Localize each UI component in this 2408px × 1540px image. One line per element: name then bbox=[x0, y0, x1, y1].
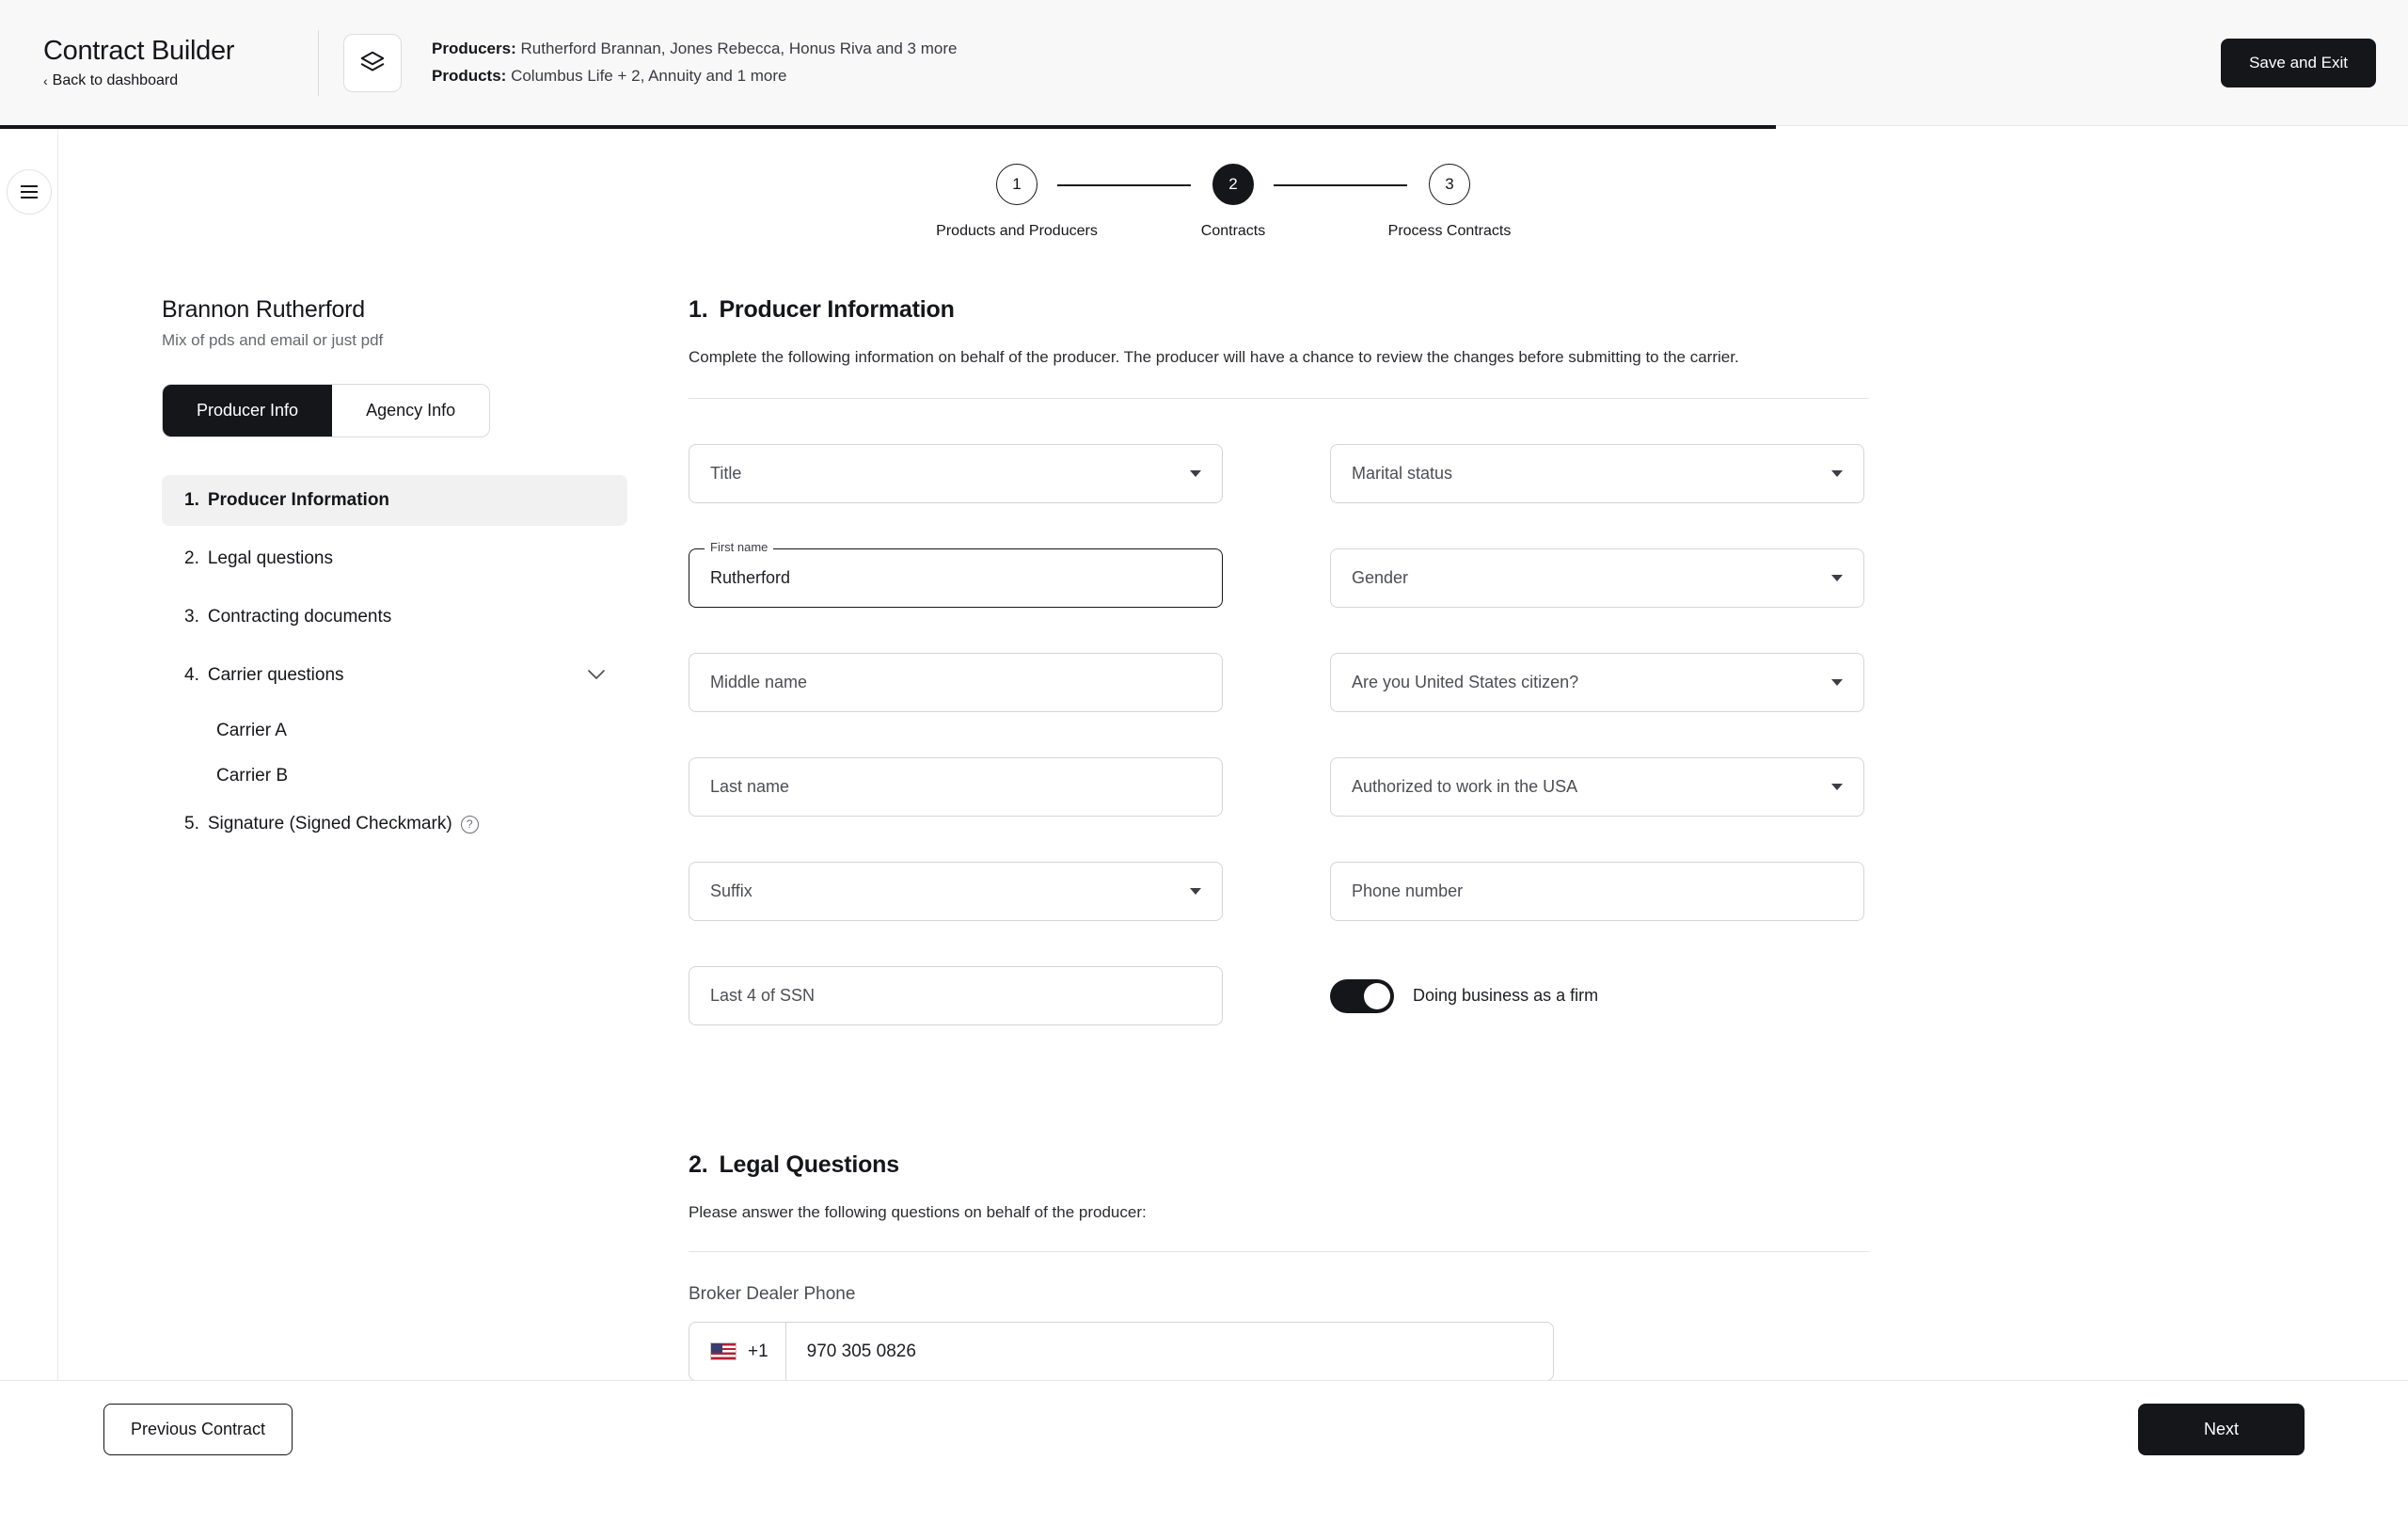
step-3[interactable] bbox=[1341, 164, 1558, 240]
content-area bbox=[58, 126, 2408, 1478]
progress-accent-line bbox=[0, 125, 1776, 129]
step-1-label: Products and Producers bbox=[936, 223, 1098, 239]
chevron-down-icon[interactable] bbox=[588, 668, 605, 683]
section-1-heading bbox=[689, 296, 1770, 324]
step-3-label: Process Contracts bbox=[1387, 223, 1512, 239]
dba-toggle[interactable] bbox=[1330, 979, 1394, 1013]
chevron-down-icon bbox=[1831, 575, 1843, 581]
nav-item-4-number: 4. bbox=[184, 665, 199, 685]
nav-item-5-label: Signature (Signed Checkmark) bbox=[207, 814, 452, 834]
nav-item-3-number: 3. bbox=[184, 607, 199, 627]
products-value: Columbus Life + 2, Annuity and 1 more bbox=[511, 66, 787, 85]
section-1-divider bbox=[689, 398, 1869, 399]
back-to-dashboard-label: Back to dashboard bbox=[52, 72, 179, 88]
contract-summary bbox=[432, 36, 957, 88]
dba-toggle-row bbox=[1330, 966, 1864, 1025]
back-to-dashboard-link[interactable] bbox=[43, 72, 314, 89]
products-row bbox=[432, 63, 957, 89]
chevron-down-icon bbox=[1831, 784, 1843, 790]
field-us-citizen bbox=[1330, 653, 1864, 757]
nav-item-2-label: Legal questions bbox=[207, 548, 333, 568]
nav-item-4-label: Carrier questions bbox=[207, 665, 344, 685]
nav-item-carrier-questions[interactable] bbox=[162, 650, 627, 701]
field-title bbox=[689, 444, 1223, 548]
broker-dealer-phone-label: Broker Dealer Phone bbox=[689, 1284, 856, 1305]
field-phone-number bbox=[1330, 862, 1864, 966]
field-last-4-ssn bbox=[689, 966, 1223, 1071]
nav-item-2-number: 2. bbox=[184, 548, 199, 568]
layers-icon-glyph bbox=[358, 49, 387, 77]
menu-icon[interactable] bbox=[7, 169, 52, 214]
last-4-ssn-input[interactable] bbox=[689, 966, 1223, 1025]
authorized-to-work-value: Authorized to work in the USA bbox=[1352, 777, 1578, 797]
producers-row bbox=[432, 36, 957, 62]
step-2[interactable] bbox=[1125, 164, 1341, 240]
chevron-down-icon bbox=[1831, 679, 1843, 686]
us-citizen-value: Are you United States citizen? bbox=[1352, 673, 1579, 692]
products-label: Products: bbox=[432, 66, 507, 85]
step-3-circle: 3 bbox=[1429, 164, 1470, 205]
nav-subitem-carrier-b[interactable]: Carrier B bbox=[216, 766, 289, 786]
top-bar bbox=[0, 0, 2408, 126]
section-2 bbox=[689, 1151, 1770, 1381]
tab-agency-info[interactable]: Agency Info bbox=[332, 385, 489, 437]
section-2-heading bbox=[689, 1151, 1770, 1179]
us-flag-icon bbox=[710, 1342, 737, 1360]
layers-icon[interactable] bbox=[343, 34, 402, 92]
title-select[interactable] bbox=[689, 444, 1223, 503]
field-marital-status bbox=[1330, 444, 1864, 548]
producer-information-form bbox=[689, 444, 1770, 1071]
title-select-value: Title bbox=[710, 464, 742, 484]
chevron-left-icon: ‹ bbox=[43, 73, 48, 88]
authorized-to-work-select[interactable] bbox=[1330, 757, 1864, 817]
body bbox=[0, 126, 2408, 1478]
field-authorized-to-work bbox=[1330, 757, 1864, 862]
last-name-input[interactable] bbox=[689, 757, 1223, 817]
country-code-selector[interactable] bbox=[689, 1323, 786, 1380]
dba-toggle-label: Doing business as a firm bbox=[1413, 986, 1599, 1006]
nav-item-signature[interactable] bbox=[162, 799, 627, 849]
topbar-divider bbox=[318, 30, 319, 96]
first-name-input[interactable] bbox=[689, 540, 1223, 608]
section-2-number: 2. bbox=[689, 1151, 708, 1179]
section-2-divider bbox=[689, 1251, 1869, 1252]
chevron-down-icon bbox=[1831, 470, 1843, 477]
phone-number-placeholder: Phone number bbox=[1352, 881, 1464, 901]
nav-item-producer-information[interactable] bbox=[162, 475, 627, 526]
middle-name-placeholder: Middle name bbox=[710, 673, 808, 692]
chevron-down-glyph bbox=[588, 670, 605, 680]
left-rail bbox=[0, 126, 58, 1478]
field-last-name bbox=[689, 757, 1223, 862]
step-2-label: Contracts bbox=[1200, 223, 1266, 239]
first-name-label: First name bbox=[705, 540, 773, 554]
field-first-name bbox=[689, 540, 1223, 653]
gender-select[interactable] bbox=[1330, 548, 1864, 608]
gender-value: Gender bbox=[1352, 568, 1409, 588]
nav-item-5-number: 5. bbox=[184, 814, 199, 834]
marital-status-value: Marital status bbox=[1352, 464, 1453, 484]
field-middle-name bbox=[689, 653, 1223, 757]
last-4-ssn-placeholder: Last 4 of SSN bbox=[710, 986, 816, 1006]
section-1-description: Complete the following information on behalf of the producer. The producer will have a chance to review the changes before submitting to the carrier. bbox=[689, 348, 1739, 366]
app-title: Contract Builder bbox=[43, 36, 235, 66]
suffix-value: Suffix bbox=[710, 881, 752, 901]
producer-subtitle: Mix of pds and email or just pdf bbox=[162, 331, 384, 349]
field-gender bbox=[1330, 548, 1864, 653]
main-columns bbox=[58, 240, 2408, 1381]
suffix-select[interactable] bbox=[689, 862, 1223, 921]
section-nav bbox=[162, 475, 627, 849]
producers-label: Producers: bbox=[432, 40, 516, 58]
producers-value: Rutherford Brannan, Jones Rebecca, Honus Riva and 3 more bbox=[520, 40, 958, 58]
step-2-circle: 2 bbox=[1212, 164, 1254, 205]
nav-item-1-number: 1. bbox=[184, 490, 199, 510]
chevron-down-icon bbox=[1190, 470, 1201, 477]
first-name-value: Rutherford bbox=[710, 568, 791, 588]
nav-item-contracting-documents[interactable] bbox=[162, 592, 627, 643]
nav-item-3-label: Contracting documents bbox=[207, 607, 392, 627]
stepper bbox=[58, 126, 2408, 240]
phone-number-input[interactable] bbox=[1330, 862, 1864, 921]
step-1[interactable] bbox=[909, 164, 1125, 240]
previous-contract-button[interactable]: Previous Contract bbox=[103, 1404, 293, 1455]
brand-block bbox=[32, 36, 314, 89]
nav-subitem-carrier-a[interactable]: Carrier A bbox=[216, 721, 287, 740]
field-dba-toggle bbox=[1330, 966, 1864, 1071]
field-suffix bbox=[689, 862, 1223, 966]
chevron-down-icon bbox=[1190, 888, 1201, 895]
sidebar-panel bbox=[162, 296, 689, 1381]
tab-producer-info[interactable]: Producer Info bbox=[163, 385, 332, 437]
footer-bar bbox=[0, 1380, 2408, 1478]
step-1-connector bbox=[1057, 184, 1191, 186]
section-2-description: Please answer the following questions on behalf of the producer: bbox=[689, 1203, 1147, 1222]
marital-status-select[interactable] bbox=[1330, 444, 1864, 503]
broker-dealer-phone-input[interactable] bbox=[689, 1322, 1554, 1381]
section-1-number: 1. bbox=[689, 296, 708, 323]
step-1-circle: 1 bbox=[996, 164, 1038, 205]
country-code-value: +1 bbox=[748, 1341, 768, 1361]
form-panel bbox=[689, 296, 1911, 1381]
section-1-title: Producer Information bbox=[719, 296, 955, 323]
step-2-connector bbox=[1274, 184, 1407, 186]
info-tab-group bbox=[162, 384, 490, 437]
section-2-title: Legal Questions bbox=[719, 1151, 899, 1179]
help-icon[interactable]: ? bbox=[461, 816, 479, 834]
nav-item-legal-questions[interactable] bbox=[162, 533, 627, 584]
last-name-placeholder: Last name bbox=[710, 777, 790, 797]
middle-name-input[interactable] bbox=[689, 653, 1223, 712]
next-button[interactable]: Next bbox=[2138, 1404, 2305, 1455]
save-and-exit-button[interactable]: Save and Exit bbox=[2221, 39, 2376, 87]
broker-dealer-phone-value: 970 305 0826 bbox=[806, 1341, 916, 1361]
dba-toggle-knob bbox=[1364, 983, 1390, 1009]
producer-name: Brannon Rutherford bbox=[162, 296, 365, 323]
nav-item-1-label: Producer Information bbox=[207, 490, 390, 510]
us-citizen-select[interactable] bbox=[1330, 653, 1864, 712]
